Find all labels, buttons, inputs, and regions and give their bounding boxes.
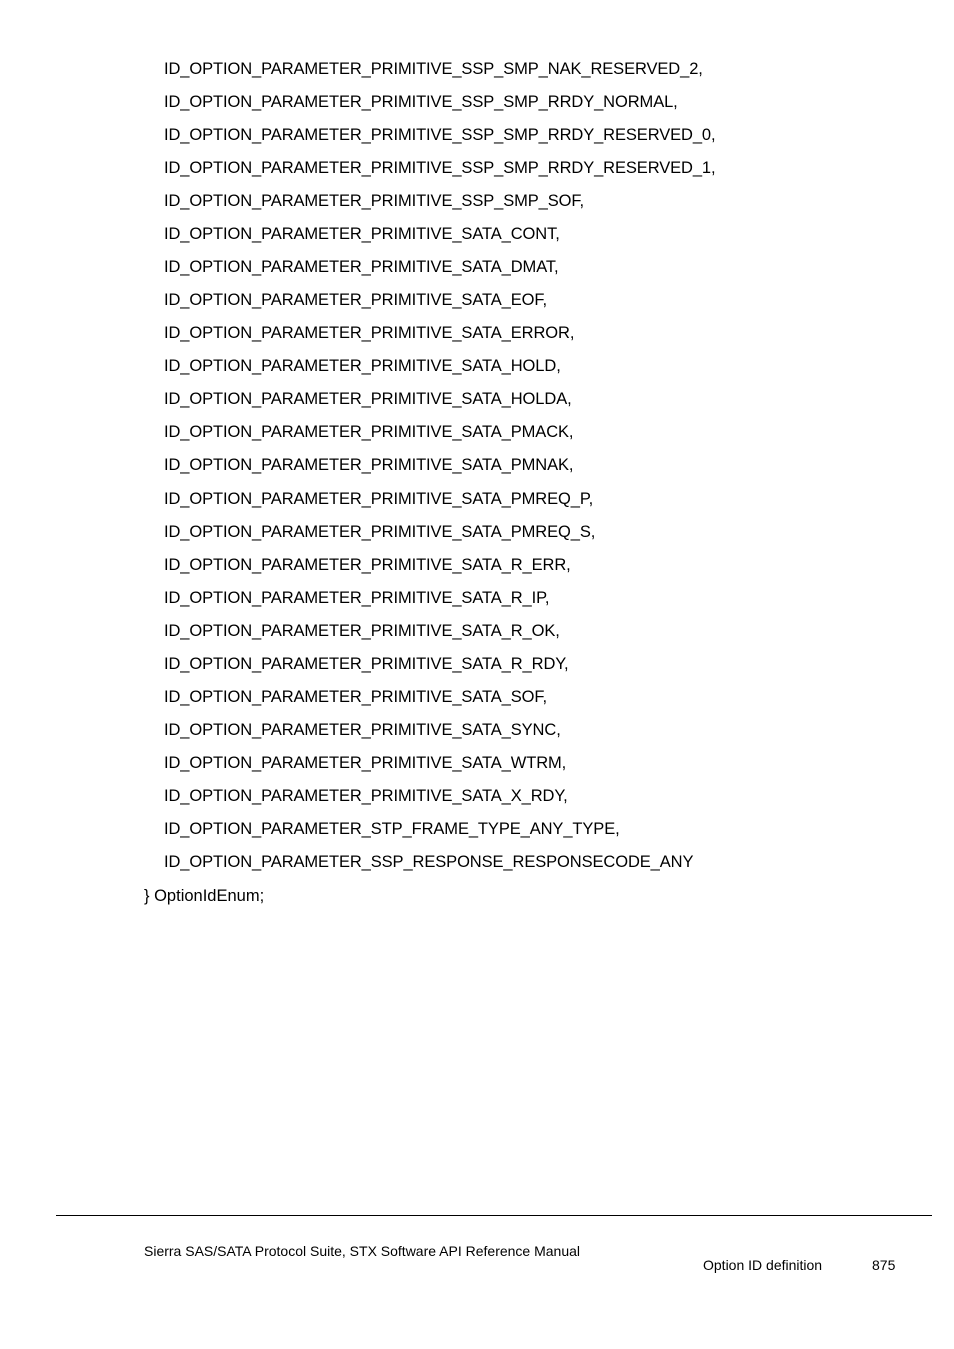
enum-entry: ID_OPTION_PARAMETER_PRIMITIVE_SATA_R_ERR, — [164, 556, 571, 574]
enum-entry: ID_OPTION_PARAMETER_PRIMITIVE_SSP_SMP_NAK_RESERVED_2, — [164, 60, 703, 78]
enum-entry: ID_OPTION_PARAMETER_PRIMITIVE_SATA_DMAT, — [164, 258, 559, 276]
enum-entry: ID_OPTION_PARAMETER_PRIMITIVE_SATA_CONT, — [164, 225, 560, 243]
enum-entry: ID_OPTION_PARAMETER_PRIMITIVE_SSP_SMP_RRDY_NORMAL, — [164, 93, 678, 111]
enum-entry: ID_OPTION_PARAMETER_PRIMITIVE_SSP_SMP_SOF, — [164, 192, 585, 210]
enum-entry: ID_OPTION_PARAMETER_PRIMITIVE_SSP_SMP_RRDY_RESERVED_1, — [164, 159, 716, 177]
enum-entry: ID_OPTION_PARAMETER_PRIMITIVE_SATA_EOF, — [164, 291, 548, 309]
enum-entry: ID_OPTION_PARAMETER_PRIMITIVE_SATA_R_IP, — [164, 589, 550, 607]
enum-entry: ID_OPTION_PARAMETER_PRIMITIVE_SATA_R_OK, — [164, 622, 560, 640]
enum-entry: ID_OPTION_PARAMETER_PRIMITIVE_SATA_WTRM, — [164, 754, 567, 772]
enum-entry: ID_OPTION_PARAMETER_PRIMITIVE_SATA_SYNC, — [164, 721, 561, 739]
enum-entry: ID_OPTION_PARAMETER_PRIMITIVE_SATA_PMREQ_P, — [164, 490, 594, 508]
footer-divider — [56, 1215, 932, 1216]
enum-entry: ID_OPTION_PARAMETER_PRIMITIVE_SATA_X_RDY, — [164, 787, 568, 805]
enum-entry: ID_OPTION_PARAMETER_PRIMITIVE_SATA_HOLD, — [164, 357, 561, 375]
footer-page-number: 875 — [872, 1257, 896, 1273]
enum-entry: ID_OPTION_PARAMETER_PRIMITIVE_SATA_PMACK, — [164, 423, 574, 441]
enum-entry: ID_OPTION_PARAMETER_STP_FRAME_TYPE_ANY_TYPE, — [164, 820, 620, 838]
enum-closing: } OptionIdEnum; — [144, 887, 265, 905]
enum-entry: ID_OPTION_PARAMETER_PRIMITIVE_SATA_ERROR, — [164, 324, 575, 342]
enum-entry: ID_OPTION_PARAMETER_PRIMITIVE_SATA_HOLDA, — [164, 390, 572, 408]
footer-manual-title: Sierra SAS/SATA Protocol Suite, STX Software API Reference Manual — [144, 1243, 581, 1259]
enum-entry: ID_OPTION_PARAMETER_PRIMITIVE_SSP_SMP_RRDY_RESERVED_0, — [164, 126, 716, 144]
enum-entry: ID_OPTION_PARAMETER_SSP_RESPONSE_RESPONSECODE_ANY — [164, 853, 694, 871]
enum-entry: ID_OPTION_PARAMETER_PRIMITIVE_SATA_R_RDY, — [164, 655, 569, 673]
enum-entry: ID_OPTION_PARAMETER_PRIMITIVE_SATA_PMNAK, — [164, 456, 574, 474]
enum-entry: ID_OPTION_PARAMETER_PRIMITIVE_SATA_PMREQ_S, — [164, 523, 596, 541]
footer-section-name: Option ID definition — [703, 1257, 823, 1273]
enum-entry: ID_OPTION_PARAMETER_PRIMITIVE_SATA_SOF, — [164, 688, 548, 706]
